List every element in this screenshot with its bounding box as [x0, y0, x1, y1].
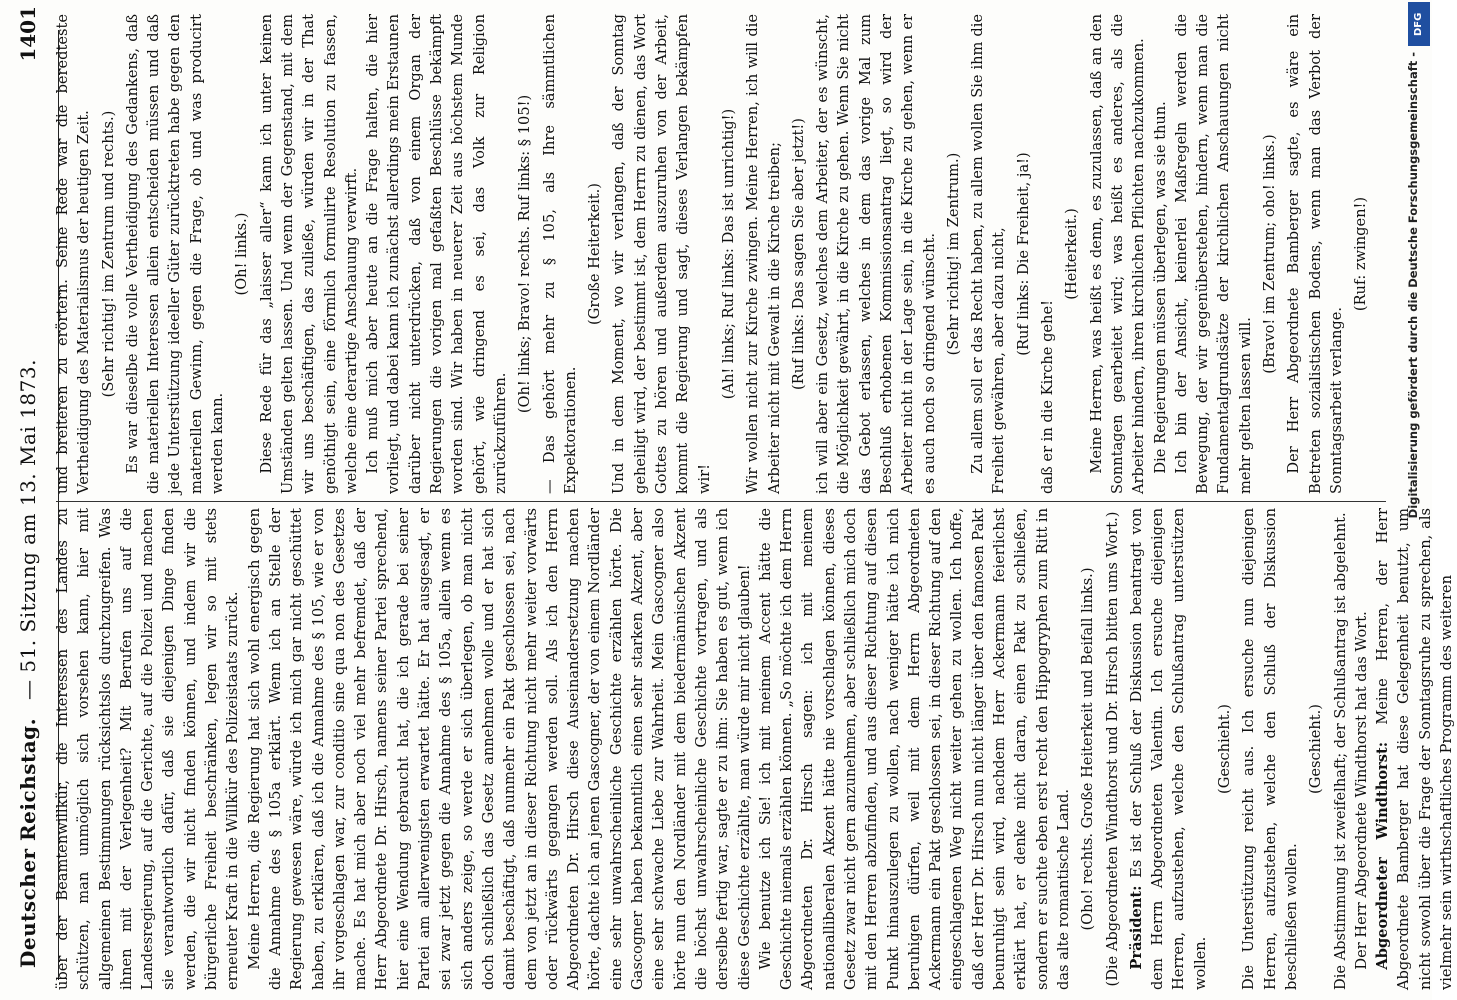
body-paragraph: Die Unterstützung reicht aus. Ich ersuche nun diejenigen Herren, aufzustehen, welche den Schluß der Diskussion beschließen wollen. — [1240, 508, 1300, 990]
stage-direction: (Oho! rechts. Große Heiterkeit und Beifall links.) — [1079, 567, 1097, 931]
digitization-sidebar — [1398, 0, 1428, 1000]
body-paragraph: Wie benutze ich Sie! ich mit meinem Accent hätte die Geschichte niemals erzählen können. „So möchte ich dem Herrn Abgeordneten Dr. Hirsch sagen: ich mit meinem nationalliberalen Akzent hätte nie vorschlagen können, dieses Gesetz zwar nicht gern anzunehmen, aber schließlich mich doch mit den Herren abzufinden, und aus dieser Richtung auf diesen Punkt hinauszulegen zu wollen, nach weniger hätte ich mich beruhigen dürfen, weil mit dem Herrn Abgeordneten Ackermann ein Pakt geschlossen sei, in dieser Richtung auf den eingeschlagenen Weg nicht weiter gehen zu wollen. Ich hoffe, daß der Herr Dr. Hirsch nun nicht länger über den famosen Pakt beunruhigt sein wird, nachdem Herr Ackermann feierlichst erklärt hat, er denke nicht daran, einen Pakt zu schließen, sondern er suchte eben erst recht den Hippogryphen zum Ritt in das alte romantische Land. — [756, 508, 1072, 990]
body-paragraph: daß er in die Kirche gehe! — [1039, 300, 1057, 494]
header-page-number: 1401 — [16, 6, 40, 62]
header-journal-title: Deutscher Reichstag. — [16, 717, 40, 968]
stage-direction: (Ruf links: Die Freiheit, ja!) — [1014, 152, 1032, 356]
stage-direction: (Die Abgeordneten Windthorst und Dr. Hirsch bitten ums Wort.) — [1103, 511, 1121, 987]
stage-direction: (Ruf: zwingen!) — [1352, 196, 1370, 312]
body-paragraph: Zu allem soll er das Recht haben, zu allem wollen Sie ihm die Freiheit gewähren, aber dazu nicht, — [969, 14, 1008, 494]
stage-direction: (Heiterkeit.) — [1063, 208, 1081, 300]
body-paragraph: ich will aber ein Gesetz, welches dem Arbeiter, der es wünscht, die Möglichkeit gewährt, in die Kirche zu gehen. Wenn Sie nicht das Gebot erlassen, welches in dem das vorige Mal zum Beschluß erhobenen Kommissionsantrag liegt, so wird der Arbeiter nicht in der Lage sein, in die Kirche zu gehen, wenn er es auch noch so dringend wünscht. — [814, 14, 938, 494]
speech-text: Meine Herren, der Herr Abgeordnete Bamberger hat diese Gelegenheit benutzt, um nicht sowohl über die Frage der Sonntagsruhe zu sprechen, als vielmehr sein wirthschaftliches Programm des weiteren — [1374, 508, 1455, 990]
body-paragraph: Die Regierungen müssen überlegen, was sie thun. — [1151, 101, 1169, 474]
stage-direction: (Sehr richtig! im Zentrum und rechts.) — [99, 110, 117, 398]
left-text-column — [52, 508, 1455, 990]
body-paragraph: Ich muß mich aber heute an die Frage halten, die hier vorliegt, und dabei kann ich zunächst allerdings mein Erstaunen darüber nicht unterdrücken, daß von einem Organ der Regierungen die vorigen mal gefaßten Beschlüsse bekämpft worden sind. Wir haben in neuerer Zeit aus höchstem Munde gehört, wie dringend es sei, das Volk zur Religion zurückzuführen. — [364, 14, 509, 494]
body-paragraph: Diese Rede für das „laisser aller“ kann ich unter keinen Umständen gelten lassen. Und wenn der Gegenstand, mit dem wir uns beschäftigen, das zuließe, würden wir in der That genöthigt sein, eine förmlich formulirte Resolution zu fassen, welche eine derartige Anschauung verwirft. — [257, 14, 360, 494]
stage-direction: (Oh! links.) — [233, 212, 251, 296]
body-paragraph: Ich bin der Ansicht, keinerlei Maßregeln werden die Bewegung, der wir gegenüberstehen, hindern, wenn man die Fundamentalgrundsätze der kirchlichen Anschauungen nicht mehr gelten lassen will. — [1172, 14, 1254, 494]
running-header — [12, 0, 52, 1000]
body-paragraph: Der Herr Abgeordnete Bamberger sagte, es wäre ein Betreten sozialistischen Bodens, wenn man das Verbot der Sonntagsarbeit verlange. — [1285, 14, 1345, 494]
column-divider — [56, 501, 1386, 502]
stage-direction: (Ah! links; Ruf links: Das ist unrichtig!) — [719, 108, 737, 400]
stage-direction: (Sehr richtig! im Zentrum.) — [944, 152, 962, 356]
body-paragraph: Wir wollen nicht zur Kirche zwingen. Meine Herren, ich will die Arbeiter nicht mit Gewalt in die Kirche treiben; — [744, 14, 783, 494]
body-paragraph: Und in dem Moment, wo wir verlangen, daß der Sonntag geheiligt wird, der bestimmt ist, dem Herrn zu dienen, das Wort Gottes zu hören und außerdem auszuruhen von der Arbeit, kommt die Regierung und sagt, dieses Verlangen bekämpfen wir! — [610, 14, 713, 494]
body-paragraph: Meine Herren, was heißt es denn, es zuzulassen, daß an den Sonntagen gearbeitet wird; was heißt es anderes, als die Arbeiter hindern, ihren kirchlichen Pflichten nachzukommen. — [1087, 14, 1148, 494]
body-paragraph: Meine Herren, die Regierung hat sich wohl energisch gegen die Annahme des § 105a erklärt. Wenn ich an Stelle der Regierung gewesen wäre, würde ich mich gar nicht geschüttet haben, zu erklären, daß ich die Annahme des § 105, wie er von ihr vorgeschlagen war, zur conditio sine qua non des Gesetzes mache. Es hat mich aber noch viel mehr befremdet, daß der Herr Abgeordnete Dr. Hirsch, namens seiner Partei sprechend, hier eine Wendung gebraucht hat, die ich gerade bei seiner Partei am allerwenigsten erwartet hätte. Er hat ausgesagt, er sei zwar jetzt gegen die Annahme des § 105a, allein wenn es sich anders zeige, so werde er sich überlegen, ob man nicht doch schließlich das Gesetz annehmen wolle und er hat sich damit beschäftigt, daß nunmehr ein Pakt geschlossen sei, nach dem von jetzt an in dieser Richtung nicht mehr weiter vorwärts oder rückwärts gegangen werden soll. Als ich den Herrn Abgeordneten Dr. Hirsch diese Auseinandersetzung machen hörte, dachte ich an jenen Gascogner, der von einem Nordländer eine sehr unwahrscheinliche Geschichte erzählen hörte. Die Gascogner haben bekanntlich einen sehr starken Akzent, aber eine sehr schwache Liebe zur Wahrheit. Mein Gascogner also hörte nun den Nordländer mit dem biedermännischen Akzent die höchst unwahrscheinliche Geschichte vortragen, und als derselbe fertig war, sagte er zu ihm: Sie haben es gut, wenn ich diese Geschichte erzählte, man würde mir nicht glauben! — [245, 508, 753, 990]
body-paragraph: und breiteren zu erörtern. Seine Rede war die beredteste Vertheidigung des Materialismus der heutigen Zeit. — [54, 14, 93, 494]
speaker-paragraph — [1126, 508, 1211, 990]
speech-text: Es ist der Schluß der Diskussion beantragt von dem Herrn Abgeordneten Valentin. Ich ersuche diejenigen Herren, aufzustehen, welche den Schlußantrag unterstützen wollen. — [1127, 508, 1209, 990]
speaker-name: Präsident: — [1127, 885, 1145, 970]
body-paragraph: Es war dieselbe die volle Vertheidigung des Gedankens, daß die materiellen Interessen allein entscheiden müssen und daß jede Unterstützung ideeller Güter zurücktreten habe gegen den materiellen Gewinn, gegen die Frage, ob und was producirt werden kann. — [123, 14, 227, 494]
body-paragraph: über der Beamtenwillkür, die Interessen des Landes zu schützen, man unmöglich sich vorsehen kann, hier mit allgemeinen Bestimmungen rücksichtslos durchzugreifen. Was ihnen mit der Verlegenheit? Mit Berufen uns auf die Landesregierung, auf die Gerichte, auf die Polizei und machen sie verantwortlich dafür, daß sie diejenigen Dinge finden werden, die wir nicht finden können, und indem wir die bürgerliche Freiheit beschränken, legen wir so mit stets erneuter Kraft in die Willkür des Polizeistaats zurück. — [54, 508, 242, 990]
stage-direction: (Geschieht.) — [1216, 704, 1234, 794]
digitization-note: Digitalisierung gefördert durch die Deutsche Forschungsgemeinschaft - — [1406, 52, 1420, 519]
body-paragraph: Der Herr Abgeordnete Windthorst hat das Wort. — [1352, 611, 1370, 970]
body-paragraph: Die Abstimmung ist zweifelhaft; der Schlußantrag ist abgelehnt. — [1331, 512, 1349, 990]
dfg-logo: DFG — [1408, 2, 1430, 46]
header-session-date: — 51. Sitzung am 13. Mai 1873. — [16, 359, 40, 700]
speaker-name: Abgeordneter Windthorst: — [1374, 741, 1392, 970]
stage-direction: (Große Heiterkeit.) — [586, 183, 604, 325]
stage-direction: (Bravo! im Zentrum; oho! links.) — [1261, 134, 1279, 374]
stage-direction: (Ruf links: Das sagen Sie aber jetzt!) — [789, 118, 807, 390]
stage-direction: (Geschieht.) — [1307, 704, 1325, 794]
right-text-column — [52, 14, 1382, 494]
body-paragraph: — Das gehört mehr zu § 105, als Ihre sämmtlichen Expektorationen. — [540, 14, 579, 494]
stage-direction: (Oh! links; Bravo! rechts. Ruf links: § 105!) — [516, 94, 534, 414]
